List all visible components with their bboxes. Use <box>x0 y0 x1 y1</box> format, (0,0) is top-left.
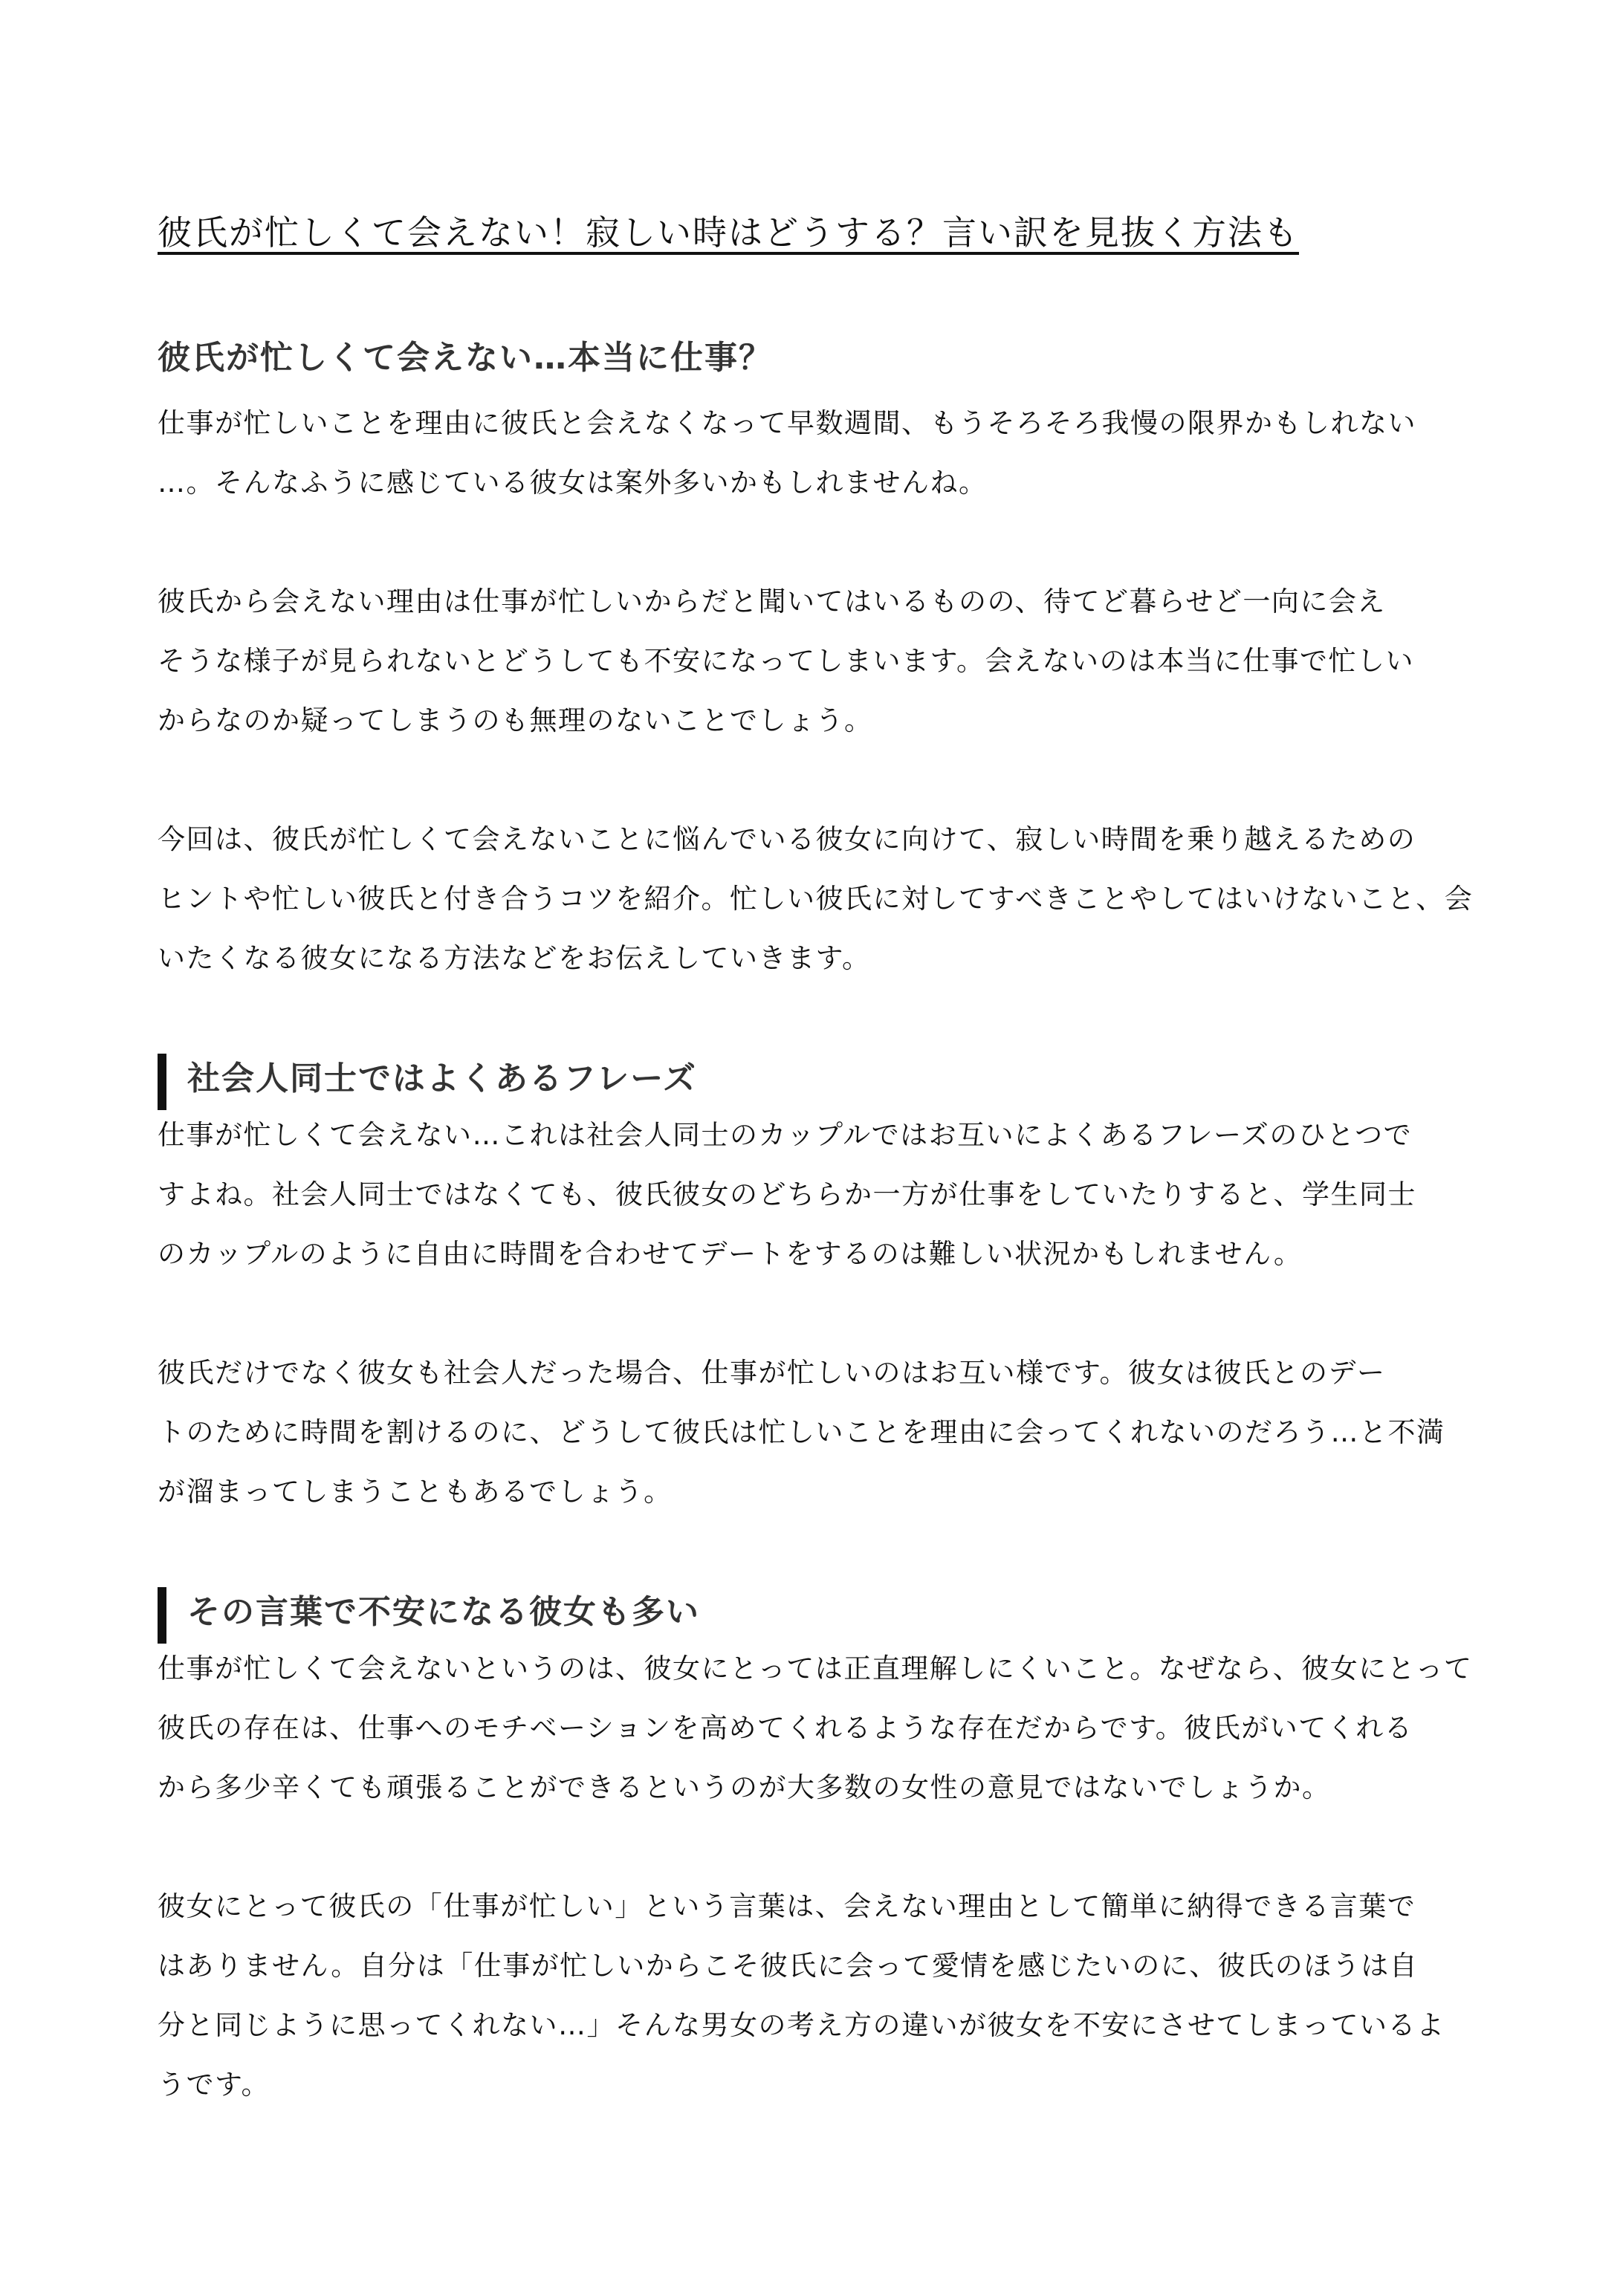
paragraph-line: 仕事が忙しくて会えないというのは、彼女にとっては正直理解しにくいこと。なぜなら、彼女にとって <box>158 1653 1473 1684</box>
document-title: 彼氏が忙しくて会えない！寂しい時はどうする？言い訳を見抜く方法も <box>158 212 1299 253</box>
paragraph <box>158 1106 1488 1284</box>
paragraph-line: うです。 <box>158 2069 270 2101</box>
subsection-heading-text: 社会人同士ではよくあるフレーズ <box>187 1060 698 1097</box>
paragraph-line: ヒントや忙しい彼氏と付き合うコツを紹介。忙しい彼氏に対してすべきことやしてはいけないこと、会 <box>158 883 1474 915</box>
subsection-heading-text: その言葉で不安になる彼女も多い <box>187 1593 700 1631</box>
section-heading-really-work: 彼氏が忙しくて会えない…本当に仕事？ <box>158 339 773 377</box>
heading-accent-bar <box>158 1054 166 1110</box>
paragraph-line: が溜まってしまうこともあるでしょう。 <box>158 1476 673 1508</box>
paragraph <box>158 394 1488 513</box>
paragraph <box>158 1343 1488 1522</box>
heading-accent-bar <box>158 1587 166 1644</box>
paragraph-line: トのために時間を割けるのに、どうして彼氏は忙しいことを理由に会ってくれないのだろう…と不満 <box>158 1416 1445 1448</box>
paragraph <box>158 810 1488 988</box>
paragraph-line: 彼女にとって彼氏の「仕事が忙しい」という言葉は、会えない理由として簡単に納得できる言葉で <box>158 1890 1416 1922</box>
subsection-heading-common-phrase <box>158 1048 697 1110</box>
paragraph <box>158 572 1488 750</box>
paragraph-line: からなのか疑ってしまうのも無理のないことでしょう。 <box>158 704 873 736</box>
paragraph-line: 分と同じように思ってくれない…」そんな男女の考え方の違いが彼女を不安にさせてしまっているよ <box>158 2009 1445 2041</box>
paragraph-line: 仕事が忙しくて会えない…これは社会人同士のカップルではお互いによくあるフレーズのひとつで <box>158 1119 1413 1151</box>
paragraph-line: はありません。自分は「仕事が忙しいからこそ彼氏に会って愛情を感じたいのに、彼氏のほうは自 <box>158 1950 1419 1982</box>
paragraph-line: 今回は、彼氏が忙しくて会えないことに悩んでいる彼女に向けて、寂しい時間を乗り越えるための <box>158 823 1416 855</box>
paragraph-line: そうな様子が見られないとどうしても不安になってしまいます。会えないのは本当に仕事で忙しい <box>158 645 1415 677</box>
paragraph-line: から多少辛くても頑張ることができるというのが大多数の女性の意見ではないでしょうか。 <box>158 1771 1331 1803</box>
paragraph-line: 彼氏だけでなく彼女も社会人だった場合、仕事が忙しいのはお互い様です。彼女は彼氏とのデー <box>158 1357 1386 1389</box>
paragraph-line: 仕事が忙しいことを理由に彼氏と会えなくなって早数週間、もうそろそろ我慢の限界かもしれない <box>158 407 1416 439</box>
paragraph-line: すよね。社会人同士ではなくても、彼氏彼女のどちらか一方が仕事をしていたりすると、学生同士 <box>158 1178 1416 1210</box>
subsection-heading-anxious-girlfriend <box>158 1581 700 1644</box>
paragraph-line: のカップルのように自由に時間を合わせてデートをするのは難しい状況かもしれません。 <box>158 1238 1303 1270</box>
paragraph-line: いたくなる彼女になる方法などをお伝えしていきます。 <box>158 942 871 974</box>
paragraph <box>158 1877 1488 2115</box>
paragraph-line: 彼氏の存在は、仕事へのモチベーションを高めてくれるような存在だからです。彼氏がいてくれる <box>158 1712 1413 1744</box>
paragraph-line: 彼氏から会えない理由は仕事が忙しいからだと聞いてはいるものの、待てど暮らせど一向に会え <box>158 586 1386 617</box>
paragraph <box>158 1639 1488 1817</box>
paragraph-line: …。そんなふうに感じている彼女は案外多いかもしれませんね。 <box>158 467 988 499</box>
